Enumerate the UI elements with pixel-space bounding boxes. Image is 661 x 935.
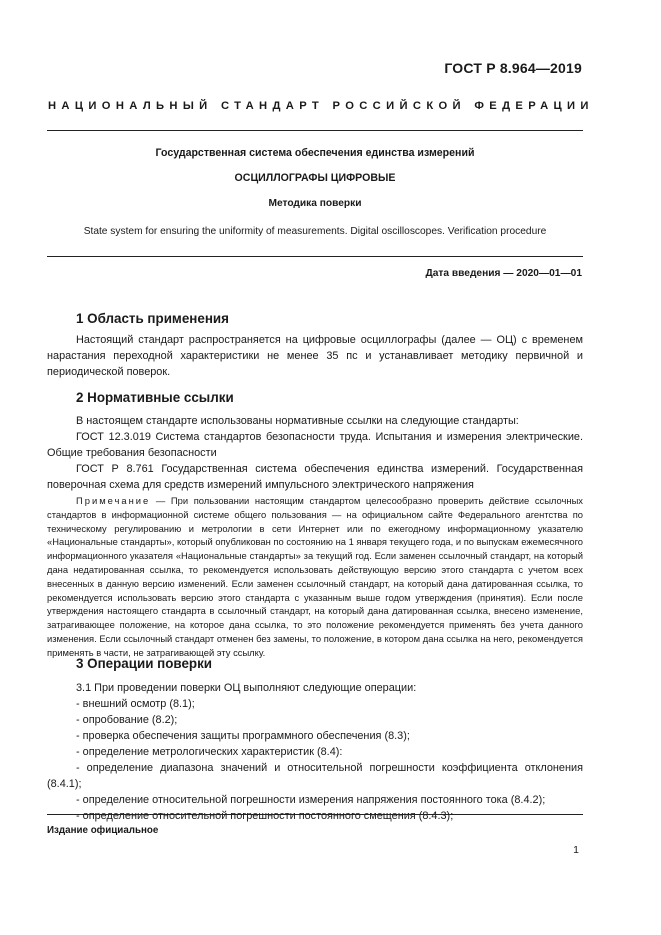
method-title: Методика поверки: [268, 198, 362, 209]
list-item: - опробование (8.2);: [76, 714, 178, 726]
subject-title: ОСЦИЛЛОГРАФЫ ЦИФРОВЫЕ: [234, 172, 396, 184]
reference-gost-12-3-019: ГОСТ 12.3.019 Система стандартов безопасности труда. Испытания и измерения электрические. Общие требования безопасности: [47, 431, 583, 459]
section-2-heading: 2 Нормативные ссылки: [76, 390, 234, 405]
references-note: [47, 494, 583, 660]
list-item: - внешний осмотр (8.1);: [76, 698, 195, 710]
section-3-heading: 3 Операции поверки: [76, 656, 213, 671]
list-item: - определение метрологических характеристик (8.4):: [76, 746, 343, 758]
clause-3-1: 3.1 При проведении поверки ОЦ выполняют следующие операции:: [76, 682, 417, 694]
list-item: - определение относительной погрешности постоянного смещения (8.4.3);: [76, 810, 454, 822]
list-item: - определение диапазона значений и относительной погрешности коэффициента отклонения (8.4.1);: [47, 762, 583, 790]
top-rule: [47, 130, 583, 131]
introduction-date: Дата введения — 2020—01—01: [425, 268, 582, 279]
list-item: - определение относительной погрешности измерения напряжения постоянного тока (8.4.2);: [76, 794, 546, 806]
note-text: — При пользовании настоящим стандартом целесообразно проверить действие ссылочных стандартов в информационной системе общего пользования — на официальном сайте Федерального агентства по техническому регулированию и метрологии в сети Интернет или по ежегодному информационному указателю «Национальные стандарты», который опубликован по состоянию на 1 января текущего года, и по выпускам ежемесячного информационного указателя «Национальные стандарты» за текущий год. Если заменен ссылочный стандарт, на который дана недатированная ссылка, то рекомендуется использовать действующую версию этого стандарта с учетом всех внесенных в данную версию изменений. Если заменен ссылочный стандарт, на который дана датированная ссылка, то рекомендуется использовать версию этого стандарта с указанным выше годом утверждения (принятия). Если после утверждения настоящего стандарта в ссылочный стандарт, на который дана датированная ссылка, внесено изменение, затрагивающее положение, на которое дана ссылка, то это положение рекомендуется применять без учета данного изменения. Если ссылочный стандарт отменен без замены, то положение, в котором дана ссылка на него, рекомендуется применять в части, не затрагивающей эту ссылку.: [47, 495, 583, 658]
section-1-text: Настоящий стандарт распространяется на цифровые осциллографы (далее — ОЦ) с временем нарастания переходной характеристики не менее 35 пс и устанавливает методику первичной и периодической поверок.: [47, 334, 583, 378]
document-number: ГОСТ Р 8.964—2019: [444, 60, 582, 76]
reference-gost-r-8-761: ГОСТ Р 8.761 Государственная система обеспечения единства измерений. Государственная поверочная схема для средств измерений импульсного электрического напряжения: [47, 463, 583, 491]
english-title: State system for ensuring the uniformity of measurements. Digital oscilloscopes. Verification procedure: [83, 226, 547, 237]
title-bottom-rule: [47, 256, 583, 257]
footer-rule: [47, 814, 583, 815]
note-label: Примечание: [76, 495, 151, 506]
section-1-heading: 1 Область применения: [76, 311, 229, 326]
list-item: - проверка обеспечения защиты программного обеспечения (8.3);: [76, 730, 410, 742]
system-title: Государственная система обеспечения единства измерений: [155, 147, 475, 159]
national-standard-title: НАЦИОНАЛЬНЫЙ СТАНДАРТ РОССИЙСКОЙ ФЕДЕРАЦИИ: [48, 100, 594, 112]
section-2-intro: В настоящем стандарте использованы нормативные ссылки на следующие стандарты:: [76, 415, 519, 427]
page-number: 1: [573, 844, 579, 856]
official-edition-label: Издание официальное: [47, 825, 159, 836]
